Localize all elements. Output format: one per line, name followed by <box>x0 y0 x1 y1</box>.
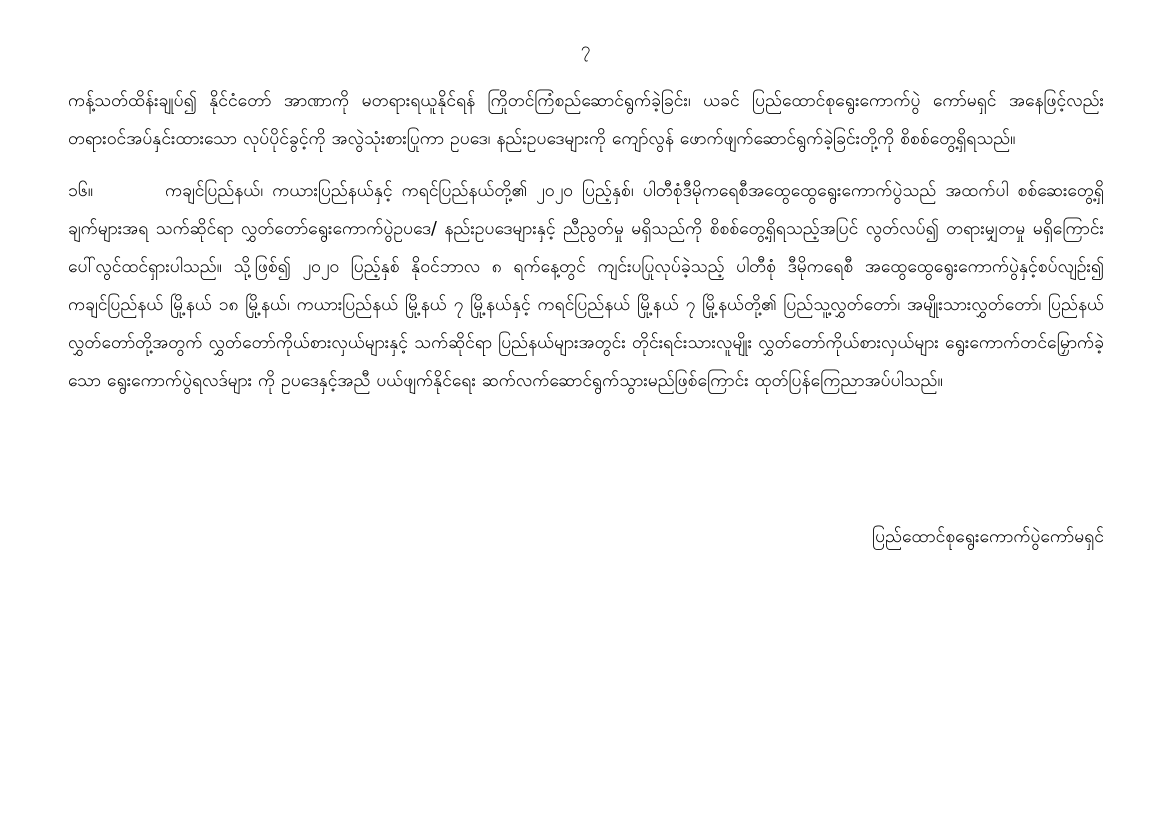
paragraph-2-number: ၁၆။ <box>68 181 93 201</box>
page-number: ၇ <box>580 39 591 59</box>
document-body <box>68 82 1104 400</box>
paragraph-2 <box>68 172 1104 400</box>
paragraph-1 <box>68 82 1104 158</box>
paragraph-1-text: ကန့်သတ်ထိန်းချုပ်၍ နိုင်ငံတော် အာဏာကို မတရားရယူနိုင်ရန် ကြိုတင်ကြံစည်ဆောင်ရွက်ခဲ့ခြင်း၊ ယခင် ပြည်ထောင်စုရွေးကောက်ပွဲ ကော်မရှင် အနေဖြင့်လည်း တရားဝင်အပ်နှင်းထားသော လုပ်ပိုင်ခွင့်ကို အလွဲသုံးစားပြုကာ ဥပဒေ၊ နည်းဥပဒေများကို ကျော်လွန် ဖောက်ဖျက်ဆောင်ရွက်ခဲ့ခြင်းတို့ကို စိစစ်တွေ့ရှိရသည်။ <box>68 91 1104 149</box>
paragraph-2-text: ကချင်ပြည်နယ်၊ ကယားပြည်နယ်နှင့် ကရင်ပြည်နယ်တို့၏ ၂၀၂၀ ပြည့်နှစ်၊ ပါတီစုံဒီမိုကရေစီအထွေထွေရွေးကောက်ပွဲသည် အထက်ပါ စစ်ဆေးတွေ့ရှိချက်များအရ သက်ဆိုင်ရာ လွှတ်တော်ရွေးကောက်ပွဲဥပဒေ/ နည်းဥပဒေများနှင့် ညီညွတ်မှု မရှိသည်ကို စိစစ်တွေ့ရှိရသည့်အပြင် လွတ်လပ်၍ တရားမျှတမှု မရှိကြောင်း ပေါ်လွင်ထင်ရှားပါသည်။ သို့ဖြစ်၍ ၂၀၂၀ ပြည့်နှစ် နိုဝင်ဘာလ ၈ ရက်နေ့တွင် ကျင်းပပြုလုပ်ခဲ့သည့် ပါတီစုံ ဒီမိုကရေစီ အထွေထွေရွေးကောက်ပွဲနှင့်စပ်လျဉ်း၍ ကချင်ပြည်နယ် မြို့နယ် ၁၈ မြို့နယ်၊ ကယားပြည်နယ် မြို့နယ် ၇ မြို့နယ်နှင့် ကရင်ပြည်နယ် မြို့နယ် ၇ မြို့နယ်တို့၏ ပြည်သူ့လွှတ်တော်၊ အမျိုးသားလွှတ်တော်၊ ပြည်နယ်လွှတ်တော်တို့အတွက် လွှတ်တော်ကိုယ်စားလှယ်များနှင့် သက်ဆိုင်ရာ ပြည်နယ်များအတွင်း တိုင်းရင်းသားလူမျိုး လွှတ်တော်ကိုယ်စားလှယ်များ ရွေးကောက်တင်မြှောက်ခဲ့သော ရွေးကောက်ပွဲရလဒ်များ ကို ဥပဒေနှင့်အညီ ပယ်ဖျက်နိုင်ရေး ဆက်လက်ဆောင်ရွက်သွားမည်ဖြစ်ကြောင်း ထုတ်ပြန်ကြေညာအပ်ပါသည်။ <box>68 181 1104 391</box>
signature-line: ပြည်ထောင်စုရွေးကောက်ပွဲကော်မရှင် <box>872 527 1104 547</box>
